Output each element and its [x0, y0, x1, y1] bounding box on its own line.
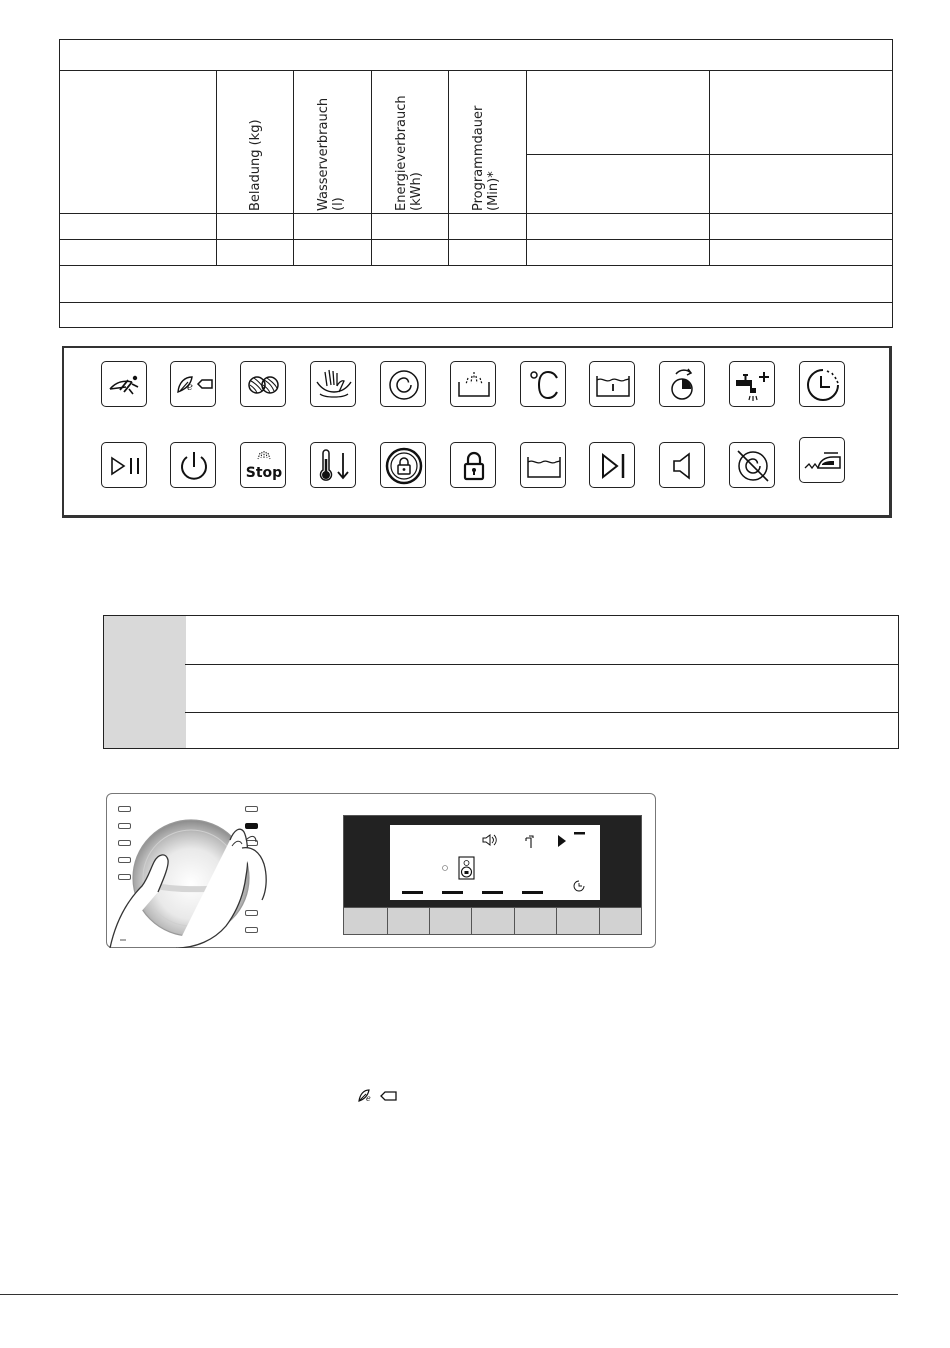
display-segment	[402, 891, 423, 894]
table-rule	[59, 70, 893, 71]
button-separator	[387, 908, 388, 934]
header-water: Wasserverbrauch (l)	[316, 97, 346, 211]
table-rule	[59, 327, 893, 328]
no-spin-icon	[729, 442, 775, 488]
header-energy: Energieverbrauch (kWh)	[394, 95, 424, 211]
display-segment	[574, 832, 585, 835]
button-separator	[471, 908, 472, 934]
rotate-program-icon	[659, 361, 705, 407]
table-rule	[216, 70, 217, 265]
easy-iron-icon	[799, 437, 845, 483]
svg-text:e: e	[187, 382, 193, 393]
sound-off-icon	[659, 442, 705, 488]
table-rule	[59, 39, 60, 327]
table-rule	[709, 70, 710, 265]
table-rule	[448, 70, 449, 265]
display-content	[390, 825, 600, 900]
header-load: Beladung (kg)	[248, 119, 263, 211]
display-segment	[522, 891, 543, 894]
info-table-rule	[185, 664, 899, 665]
play-icon	[558, 835, 566, 847]
table-rule	[526, 70, 527, 265]
quick-wash-icon	[101, 361, 147, 407]
eco-tag-icon	[357, 1086, 401, 1106]
skip-icon	[589, 442, 635, 488]
sound-icon	[483, 835, 496, 845]
program-dial[interactable]	[106, 800, 306, 948]
table-rule	[59, 213, 893, 214]
button-separator	[556, 908, 557, 934]
wool-icon	[240, 361, 286, 407]
info-table	[103, 615, 899, 749]
display-segment	[442, 891, 463, 894]
table-rule	[59, 39, 893, 40]
prewash-icon	[589, 361, 635, 407]
header-duration: Programmdauer (Min)*	[471, 105, 501, 211]
display-dot	[443, 866, 448, 871]
temperature-celsius-icon	[520, 361, 566, 407]
power-icon	[170, 442, 216, 488]
table-rule	[892, 39, 893, 327]
tap-icon	[526, 836, 533, 848]
display-segment	[482, 891, 503, 894]
door-lock-icon	[380, 442, 426, 488]
footer-rule	[0, 1294, 898, 1295]
button-row	[343, 907, 642, 935]
table-rule	[59, 302, 893, 303]
table-rule	[293, 70, 294, 265]
table-rule	[59, 265, 893, 266]
extra-water-icon	[729, 361, 775, 407]
rinse-icon	[450, 361, 496, 407]
button-separator	[514, 908, 515, 934]
start-pause-icon	[101, 442, 147, 488]
main-wash-icon	[520, 442, 566, 488]
temperature-down-icon	[310, 442, 356, 488]
delay-timer-icon	[574, 881, 584, 891]
info-table-side	[104, 616, 186, 748]
timer-icon	[799, 361, 845, 407]
rinse-stop-icon	[240, 442, 286, 488]
table-rule	[371, 70, 372, 265]
eco-tag-icon	[170, 361, 216, 407]
svg-text:e: e	[366, 1094, 371, 1103]
stop-label: Stop	[245, 465, 283, 481]
hand-wash-icon	[310, 361, 356, 407]
button-separator	[429, 908, 430, 934]
info-table-rule	[185, 712, 899, 713]
table-rule	[59, 239, 893, 240]
door-lock-icon	[459, 857, 474, 879]
spin-icon	[380, 361, 426, 407]
child-lock-icon	[450, 442, 496, 488]
button-separator	[599, 908, 600, 934]
